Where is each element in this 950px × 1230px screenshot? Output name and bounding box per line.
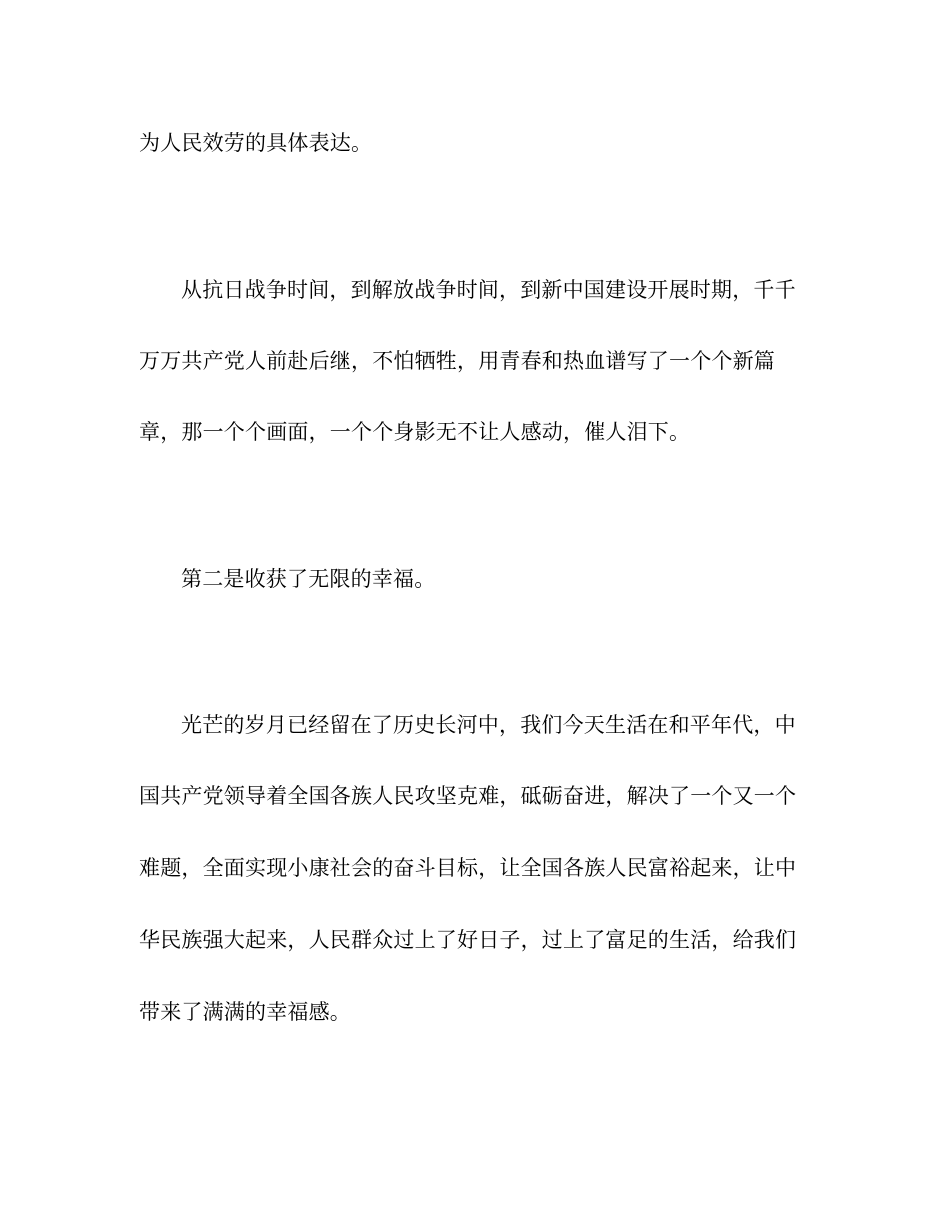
- paragraph-4-line-2: 国共产党领导着全国各族人民攻坚克难，砥砺奋进，解决了一个又一个: [139, 784, 797, 808]
- paragraph-1-line-1: 为人民效劳的具体表达。: [139, 131, 373, 155]
- paragraph-2-line-2: 万万共产党人前赴后继，不怕牺牲，用青春和热血谱写了一个个新篇: [139, 349, 775, 373]
- paragraph-4-line-3: 难题，全面实现小康社会的奋斗目标，让全国各族人民富裕起来，让中: [139, 856, 797, 880]
- paragraph-2-line-3: 章，那一个个画面，一个个身影无不让人感动，催人泪下。: [139, 420, 691, 444]
- paragraph-3-line-1: 第二是收获了无限的幸福。: [181, 567, 436, 591]
- paragraph-4-line-4: 华民族强大起来，人民群众过上了好日子，过上了富足的生活，给我们: [139, 928, 797, 952]
- paragraph-4-line-1: 光芒的岁月已经留在了历史长河中，我们今天生活在和平年代，中: [181, 713, 796, 737]
- paragraph-4-line-5: 带来了满满的幸福感。: [139, 1000, 351, 1024]
- paragraph-2-line-1: 从抗日战争时间，到解放战争时间，到新中国建设开展时期，千千: [181, 278, 796, 302]
